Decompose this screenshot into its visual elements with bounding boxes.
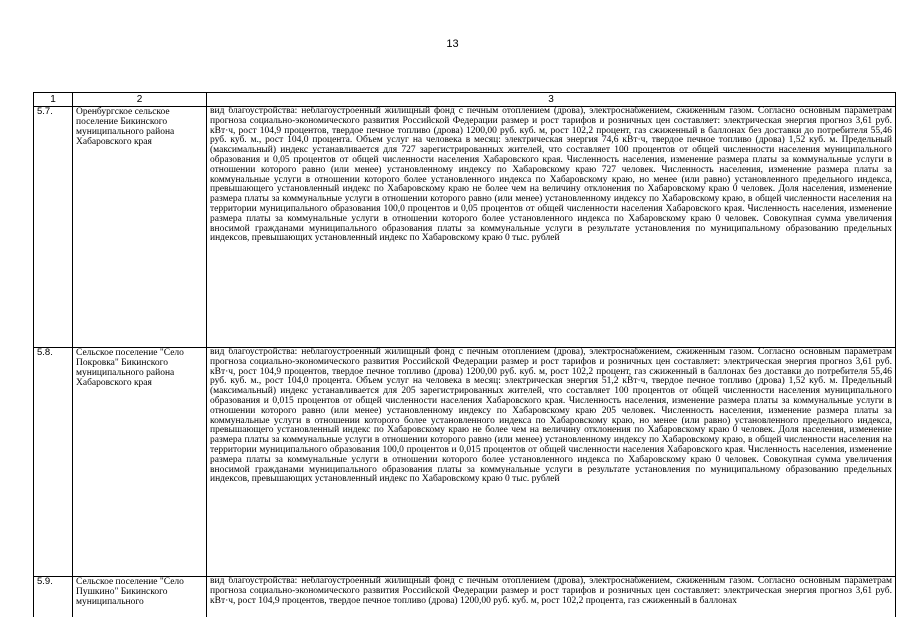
row-description: вид благоустройства: неблагоустроенный жилищный фонд с печным отоплением (дрова), электроснабжением, сжиженным газом. Согласно основным параметрам прогноза социально-экономического развития Российской Федерации размер и рост тарифов и розничных цен составляет: электрическая энергия прогноз 3,61 руб. кВт·ч, рост 104,9 процентов, твердое печное топливо (дрова) 1200,00 руб. куб. м, рост 102,2 процент, газ сжиженный в баллонах без доставки до потребителя 55,46 руб. куб. м., рост 104,0 процента. Объем услуг на человека в месяц: электрическая энергия 74,6 кВт·ч, твердое печное топливо (дрова) 1,52 куб. м. Предельный (максимальный) индекс устанавливается для 727 зарегистрированных жителей, что составляет 100 процентов от общей численности населения муниципального образования и 0,05 процентов от общей численности населения Хабаровского края. Численность населения, изменение размера платы за коммунальные услуги в отношении которого равно (или менее) установленному индексу по Хабаровскому краю 727 человек. Численность населения, изменение размера платы за коммунальные услуги в отношении которого более установленного индекса по Хабаровскому краю, но менее (или равно) установленного предельного индекса, превышающего установленный индекс по Хабаровскому краю не более чем на величину отклонения по Хабаровскому краю 0 человек. Доля населения, изменение размера платы за коммунальные услуги в отношении которого равно (или менее) установленному индексу по Хабаровскому краю, в общей численности населения на территории муниципального образования 100,0 процентов и 0,05 процентов от общей численности населения Хабаровского края. Численность населения, изменение размера платы за коммунальные услуги в отношении которого более установленного индекса по Хабаровскому краю 0 человек. Совокупная сумма увеличения вносимой гражданами муниципального образования платы за коммунальные услуги в результате установления по муниципальному образованию предельных индексов, превышающих установленный индекс по Хабаровскому краю 0 тыс. рублей	[207, 107, 896, 348]
page-number: 13	[446, 38, 459, 50]
column-header-2: 2	[73, 93, 207, 107]
table-header-row	[34, 93, 896, 107]
municipality-name: Сельское поселение "Село Пушкино" Бикинского муниципального	[73, 577, 207, 618]
table-row	[34, 107, 896, 348]
municipality-name: Сельское поселение "Село Покровка" Бикинского муниципального района Хабаровского края	[73, 348, 207, 577]
table-row	[34, 348, 896, 577]
municipality-name: Оренбургское сельское поселение Бикинского муниципального района Хабаровского края	[73, 107, 207, 348]
document-table	[33, 92, 896, 617]
table-row	[34, 577, 896, 618]
row-description: вид благоустройства: неблагоустроенный жилищный фонд с печным отоплением (дрова), электроснабжением, сжиженным газом. Согласно основным параметрам прогноза социально-экономического развития Российской Федерации размер и рост тарифов и розничных цен составляет: электрическая энергия прогноз 3,61 руб. кВт·ч, рост 104,9 процентов, твердое печное топливо (дрова) 1200,00 руб. куб. м, рост 102,2 процента, газ сжиженный в баллонах	[207, 577, 896, 618]
row-description: вид благоустройства: неблагоустроенный жилищный фонд с печным отоплением (дрова), электроснабжением, сжиженным газом. Согласно основным параметрам прогноза социально-экономического развития Российской Федерации размер и рост тарифов и розничных цен составляет: электрическая энергия прогноз 3,61 руб. кВт·ч, рост 104,9 процентов, твердое печное топливо (дрова) 1200,00 руб. куб. м, рост 102,2 процент, газ сжиженный в баллонах без доставки до потребителя 55,46 руб. куб. м., рост 104,0 процента. Объем услуг на человека в месяц: электрическая энергия 51,2 кВт·ч, твердое печное топливо (дрова) 1,52 куб. м. Предельный (максимальный) индекс устанавливается для 205 зарегистрированных жителей, что составляет 100 процентов от общей численности населения муниципального образования и 0,015 процентов от общей численности населения Хабаровского края. Численность населения, изменение размера платы за коммунальные услуги в отношении которого равно (или менее) установленному индексу по Хабаровскому краю 205 человек. Численность населения, изменение размера платы за коммунальные услуги в отношении которого более установленного индекса по Хабаровскому краю, но менее (или равно) установленного предельного индекса, превышающего установленный индекс по Хабаровскому краю не более чем на величину отклонения по Хабаровскому краю 0 человек. Доля населения, изменение размера платы за коммунальные услуги в отношении которого равно (или менее) установленному индексу по Хабаровскому краю, в общей численности населения на территории муниципального образования 100,0 процентов и 0,015 процентов от общей численности населения Хабаровского края. Численность населения, изменение размера платы за коммунальные услуги в отношении которого более установленного индекса по Хабаровскому краю 0 человек. Совокупная сумма увеличения вносимой гражданами муниципального образования платы за коммунальные услуги в результате установления по муниципальному образованию предельных индексов, превышающих установленный индекс по Хабаровскому краю 0 тыс. рублей	[207, 348, 896, 577]
row-number: 5.7.	[34, 107, 73, 348]
column-header-1: 1	[34, 93, 73, 107]
column-header-3: 3	[207, 93, 896, 107]
row-number: 5.9.	[34, 577, 73, 618]
row-number: 5.8.	[34, 348, 73, 577]
